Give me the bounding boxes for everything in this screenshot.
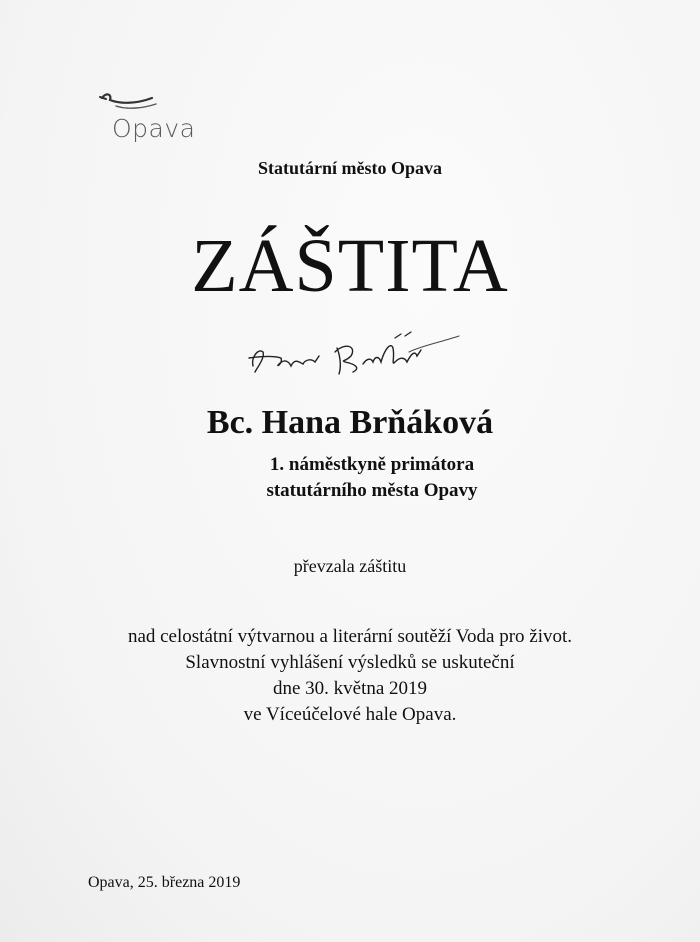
action-statement: převzala záštitu xyxy=(293,556,407,576)
document-title: ZÁŠTITA xyxy=(191,224,509,308)
patron-role xyxy=(0,452,700,504)
event-description xyxy=(0,624,700,728)
logo-text: Opava xyxy=(112,114,196,143)
patron-name: Bc. Hana Brňáková xyxy=(206,404,494,441)
place-date: Opava, 25. března 2019 xyxy=(88,874,241,891)
issuer-title: Statutární město Opava xyxy=(258,158,442,178)
event-line: nad celostátní výtvarnou a literární soutěží Voda pro život. xyxy=(127,626,573,647)
event-line: ve Víceúčelové hale Opava. xyxy=(243,704,457,725)
opava-logo xyxy=(96,88,206,148)
patron-role-line: statutárního města Opavy xyxy=(266,480,478,501)
event-line: dne 30. května 2019 xyxy=(272,678,428,699)
event-line: Slavnostní vyhlášení výsledků se uskuteční xyxy=(185,652,515,673)
patron-role-line: 1. náměstkyně primátora xyxy=(269,454,475,475)
signature xyxy=(245,328,465,378)
